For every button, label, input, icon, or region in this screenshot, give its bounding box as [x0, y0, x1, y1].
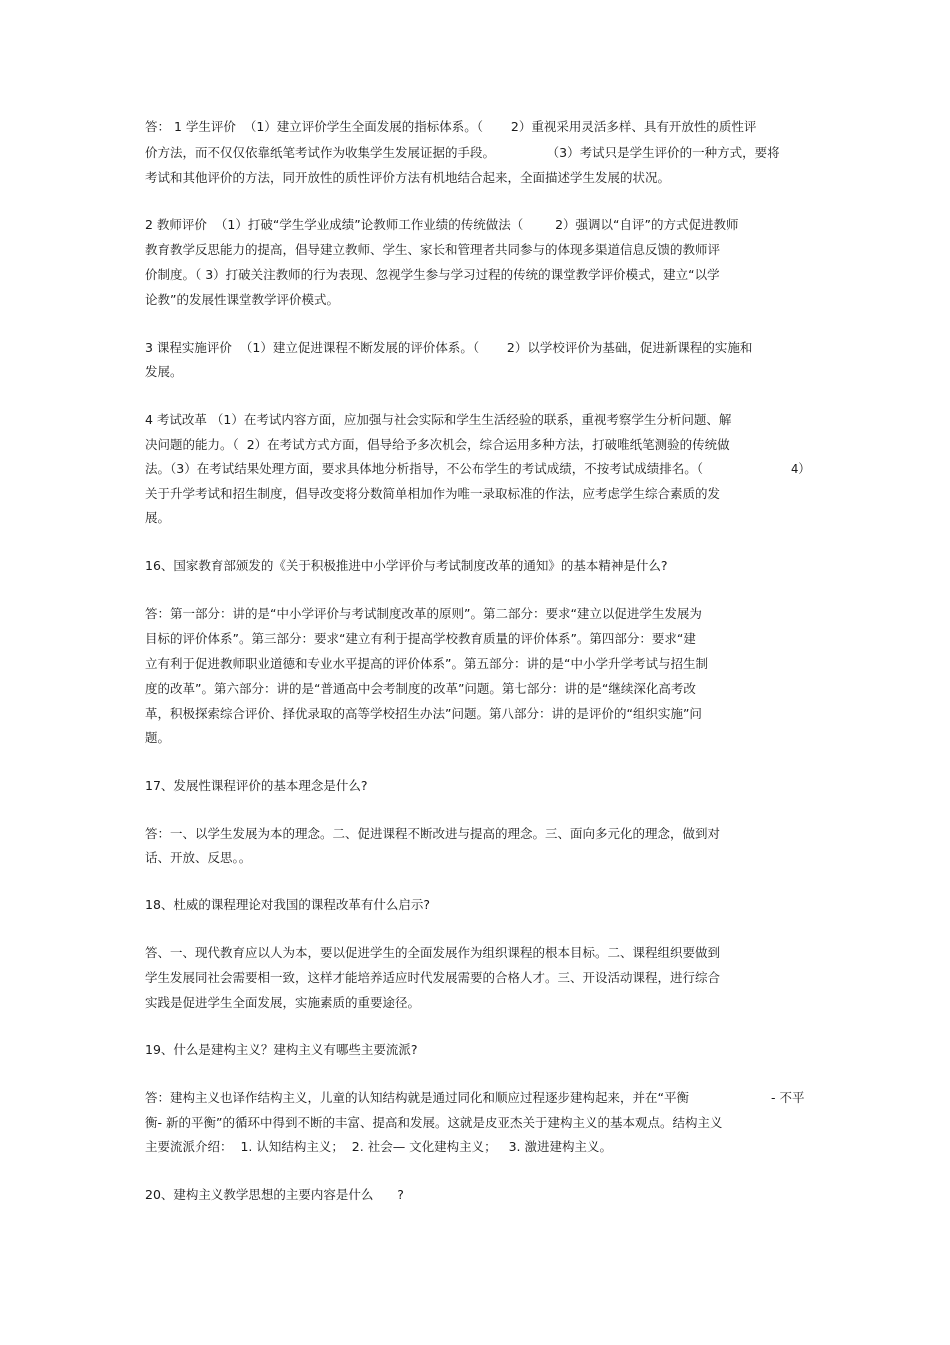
text-line: 答：第一部分：讲的是“中小学评价与考试制度改革的原则”。第二部分：要求“建立以促进学生发展为 — [145, 606, 702, 621]
text-line: 目标的评价体系”。第三部分：要求“建立有利于提高学校教育质量的评价体系”。第四部分：要求“建 — [145, 631, 696, 646]
text-line: 4 考试改革 （1）在考试内容方面，应加强与社会实际和学生生活经验的联系，重视考察学生分析问题、解 — [145, 412, 732, 427]
question-heading: 17、发展性课程评价的基本理念是什么? — [145, 778, 368, 793]
text-line: 答： 1 学生评价 （1）建立评价学生全面发展的指标体系。（ 2）重视采用灵活多样、具有开放性的质性评 — [145, 119, 757, 134]
text-line: 主要流派介绍： 1. 认知结构主义； 2. 社会— 文化建构主义； 3. 激进建构主义。 — [145, 1139, 612, 1154]
text-line: 话、开放、反思。。 — [145, 850, 252, 865]
text-line: 答：一、以学生发展为本的理念。二、促进课程不断改进与提高的理念。三、面向多元化的理念，做到对 — [145, 826, 721, 841]
text-line: 度的改革”。第六部分：讲的是“普通高中会考制度的改革”问题。第七部分：讲的是“继续深化高考改 — [145, 681, 696, 696]
text-line: 展。 — [145, 510, 171, 525]
question-heading: 16、国家教育部颁发的《关于积极推进中小学评价与考试制度改革的通知》的基本精神是什么? — [145, 558, 668, 573]
text-line: 3 课程实施评价 （1）建立促进课程不断发展的评价体系。（ 2）以学校评价为基础，促进新课程的实施和 — [145, 340, 753, 355]
text-line: 论教”的发展性课堂教学评价模式。 — [145, 292, 339, 307]
text-line: 发展。 — [145, 364, 183, 379]
text-line: 答：建构主义也译作结构主义，儿童的认知结构就是通过同化和顺应过程逐步建构起来，并在“平衡 — [145, 1090, 689, 1105]
text-line: 立有利于促进教师职业道德和专业水平提高的评价体系”。第五部分：讲的是“中小学升学考试与招生制 — [145, 656, 708, 671]
text-line: 2 教师评价 （1）打破“学生学业成绩”论教师工作业绩的传统做法（ 2）强调以“自评”的方式促进教师 — [145, 217, 739, 232]
text-line-fragment: 4） — [791, 461, 811, 476]
text-line: 革，积极探索综合评价、择优录取的高等学校招生办法”问题。第八部分：讲的是评价的“组织实施”问 — [145, 706, 702, 721]
text-line: 题。 — [145, 730, 171, 745]
question-heading: 19、什么是建构主义？建构主义有哪些主要流派? — [145, 1042, 418, 1057]
text-line: 教育教学反思能力的提高，倡导建立教师、学生、家长和管理者共同参与的体现多渠道信息反馈的教师评 — [145, 242, 721, 257]
text-line: 价制度。（ 3）打破关注教师的行为表现、忽视学生参与学习过程的传统的课堂教学评价模式，建立“以学 — [145, 267, 720, 282]
question-heading: 18、杜威的课程理论对我国的课程改革有什么启示? — [145, 897, 431, 912]
text-line: 决问题的能力。（ 2）在考试方式方面，倡导给予多次机会，综合运用多种方法，打破唯纸笔测验的传统做 — [145, 437, 730, 452]
text-line-fragment: - 不平 — [771, 1090, 805, 1105]
text-line: 法。（3）在考试结果处理方面，要求具体地分析指导，不公布学生的考试成绩，不按考试成绩排名。（ — [145, 461, 703, 476]
text-line: 衡- 新的平衡”的循环中得到不断的丰富、提高和发展。这就是皮亚杰关于建构主义的基本观点。结构主义 — [145, 1115, 723, 1130]
text-line: 考试和其他评价的方法，同开放性的质性评价方法有机地结合起来，全面描述学生发展的状况。 — [145, 170, 671, 185]
text-line: 实践是促进学生全面发展，实施素质的重要途径。 — [145, 995, 421, 1010]
text-line: 价方法，而不仅仅依靠纸笔考试作为收集学生发展证据的手段。 （3）考试只是学生评价的一种方式，要将 — [145, 145, 780, 160]
text-line: 学生发展同社会需要相一致，这样才能培养适应时代发展需要的合格人才。三、开设活动课程，进行综合 — [145, 970, 721, 985]
text-line: 关于升学考试和招生制度，倡导改变将分数简单相加作为唯一录取标准的作法，应考虑学生综合素质的发 — [145, 486, 721, 501]
text-line: 答、一、现代教育应以人为本，要以促进学生的全面发展作为组织课程的根本目标。二、课程组织要做到 — [145, 945, 721, 960]
question-heading: 20、建构主义教学思想的主要内容是什么 ? — [145, 1187, 404, 1202]
